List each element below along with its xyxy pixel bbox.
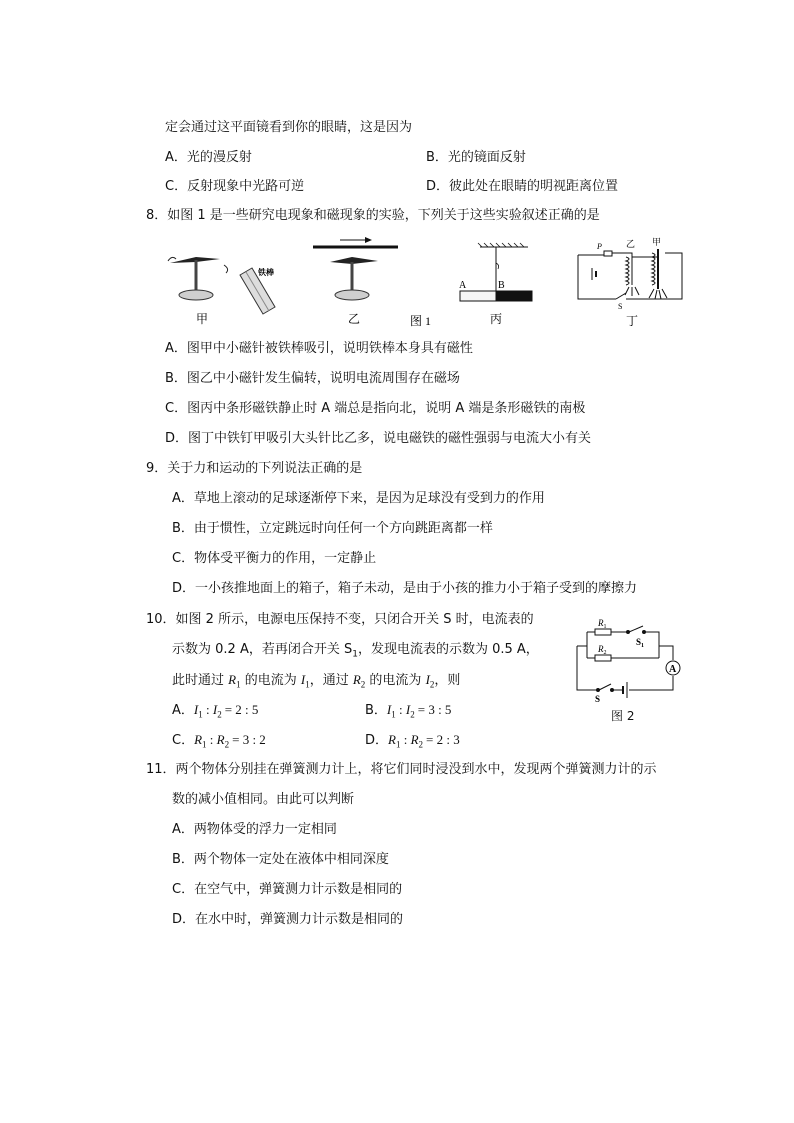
q10-option-b-sub1: 1: [391, 709, 396, 720]
q7-stem-continuation: 定会通过这平面镜看到你的眼睛，这是因为: [165, 120, 413, 135]
figure-1-ding-jia-label: 甲: [652, 237, 662, 247]
q7-option-b: B．光的镜面反射: [426, 150, 526, 165]
q10-stem-line1: 10．如图 2 所示，电源电压保持不变，只闭合开关 S 时，电流表的: [146, 612, 534, 627]
figure-2-r2-label: $R_2$: [598, 644, 607, 656]
q10-line2-sub: 1: [352, 649, 358, 660]
q10-option-a-sub2: 2: [217, 709, 222, 720]
q9-option-c: C．物体受平衡力的作用，一定静止: [172, 551, 377, 566]
figure-2-circuit: [565, 612, 690, 707]
q10-r1: R: [228, 672, 237, 687]
q10-option-b-colon: :: [395, 702, 406, 717]
q10-option-b: [365, 701, 451, 724]
figure-1-ding-yi-label: 乙: [626, 239, 636, 249]
q10-option-a: [172, 701, 258, 724]
q10-option-a-prefix: A．: [172, 703, 194, 718]
q10-line2-b: ，发现电流表的示数为 0.5 A，: [357, 642, 539, 657]
figure-2-s-label: S: [595, 694, 601, 704]
q10-line3-a: 此时通过: [172, 673, 229, 688]
figure-1-yi-caption: 乙: [348, 312, 361, 326]
q10-r2: R: [352, 672, 361, 687]
figure-1-jia-caption: 甲: [196, 312, 209, 326]
q10-option-a-sub1: 1: [198, 709, 203, 720]
figure-1: [160, 235, 690, 330]
q10-option-d-colon: :: [400, 732, 411, 747]
q11-option-a: A．两物体受的浮力一定相同: [172, 822, 337, 837]
figure-2-ammeter-label: A: [669, 664, 677, 675]
q10-option-b-i1: I: [386, 702, 392, 717]
figure-1-ding-caption: 丁: [626, 314, 639, 328]
figure-2-caption: 图 2: [611, 709, 635, 723]
q10-stem-line2: [172, 641, 539, 664]
q10-r1-sub: 1: [236, 679, 241, 690]
q9-stem: 9．关于力和运动的下列说法正确的是: [146, 461, 363, 476]
q10-option-d-sub1: 1: [395, 739, 401, 750]
figure-1-p-label: P: [597, 242, 602, 251]
q10-option-b-sub2: 2: [410, 709, 415, 720]
figure-1-s-label: S: [618, 302, 623, 311]
q8-option-d: D．图丁中铁钉甲吸引大头针比乙多，说电磁铁的磁性强弱与电流大小有关: [165, 431, 592, 446]
q11-option-b: B．两个物体一定处在液体中相同深度: [172, 852, 389, 867]
q10-option-c-r2: R: [216, 732, 225, 747]
q11-stem-line1: 11．两个物体分别挂在弹簧测力计上，将它们同时浸没到水中，发现两个弹簧测力计的示: [146, 762, 657, 777]
q10-option-d-r1: R: [388, 732, 396, 747]
q8-option-b: B．图乙中小磁针发生偏转，说明电流周围存在磁场: [165, 371, 460, 386]
q9-option-a: A．草地上滚动的足球逐渐停下来，是因为足球没有受到力的作用: [172, 491, 545, 506]
q10-option-b-i2: I: [405, 702, 411, 717]
q10-option-d-sub2: 2: [418, 739, 424, 750]
q10-line3-b: 的电流为: [240, 673, 301, 688]
q10-option-a-i2: I: [212, 702, 218, 717]
figure-2-s1-label: $S_1$: [636, 637, 645, 649]
figure-1-jia-apparatus: [168, 257, 275, 314]
q10-stem-line3: [172, 671, 460, 694]
q11-stem-line2: 数的减小值相同。由此可以判断: [172, 792, 355, 807]
figure-1-bing-caption: 丙: [490, 312, 503, 326]
q10-i2: I: [425, 672, 430, 687]
q7-option-d: D．彼此处在眼睛的明视距离位置: [426, 179, 619, 194]
q10-option-d-prefix: D．: [365, 733, 389, 748]
q10-option-c-sub1: 1: [202, 739, 207, 750]
q10-option-c-ratio: = 3 : 2: [232, 732, 266, 747]
q10-option-a-ratio: = 2 : 5: [224, 702, 259, 717]
figure-1-end-a-label: A: [459, 280, 467, 291]
q8-option-a: A．图甲中小磁针被铁棒吸引，说明铁棒本身具有磁性: [165, 341, 473, 356]
q10-option-c-sub2: 2: [224, 739, 230, 750]
q10-line3-c: ，通过: [309, 673, 353, 688]
q10-option-c: [172, 731, 266, 754]
q10-option-d-ratio: = 2 : 3: [426, 732, 460, 747]
q10-i2-sub: 2: [429, 679, 435, 690]
q10-option-b-prefix: B．: [365, 703, 387, 718]
figure-1-ding-circuit: [578, 249, 682, 299]
q10-i1-sub: 1: [305, 679, 310, 690]
figure-1-yi-apparatus: [313, 237, 398, 300]
q10-option-d-r2: R: [410, 732, 419, 747]
q9-option-d: D．一小孩推地面上的箱子，箱子未动，是由于小孩的推力小于箱子受到的摩擦力: [172, 581, 638, 596]
q8-stem: 8．如图 1 是一些研究电现象和磁现象的实验，下列关于这些实验叙述正确的是: [146, 208, 600, 223]
q7-option-a: A．光的漫反射: [165, 150, 252, 165]
q10-line2-a: 示数为 0.2 A，若再闭合开关 S: [172, 642, 353, 657]
q7-option-c: C．反射现象中光路可逆: [165, 179, 305, 194]
figure-1-bing-apparatus: [460, 243, 532, 301]
figure-1-caption: 图 1: [410, 314, 432, 328]
q10-i1: I: [300, 672, 306, 687]
figure-1-end-b-label: B: [498, 280, 505, 291]
q10-option-c-colon: :: [206, 732, 217, 747]
q8-option-c: C．图丙中条形磁铁静止时 A 端总是指向北，说明 A 端是条形磁铁的南极: [165, 401, 586, 416]
q10-r2-sub: 2: [360, 679, 366, 690]
q10-option-c-prefix: C．: [172, 733, 195, 748]
q10-option-a-i1: I: [193, 702, 199, 717]
q10-line3-d: 的电流为: [365, 673, 426, 688]
q9-option-b: B．由于惯性，立定跳远时向任何一个方向跳距离都一样: [172, 521, 493, 536]
q11-option-c: C．在空气中，弹簧测力计示数是相同的: [172, 882, 403, 897]
q10-option-a-colon: :: [202, 702, 213, 717]
q10-option-c-r1: R: [194, 732, 203, 747]
q10-option-d: [365, 731, 460, 754]
figure-2-r1-label: $R_1$: [598, 618, 607, 630]
q11-option-d: D．在水中时，弹簧测力计示数是相同的: [172, 912, 404, 927]
q10-line3-e: ，则: [434, 673, 461, 688]
figure-1-iron-rod-label: 铁棒: [258, 268, 274, 277]
q10-option-b-ratio: = 3 : 5: [417, 702, 452, 717]
